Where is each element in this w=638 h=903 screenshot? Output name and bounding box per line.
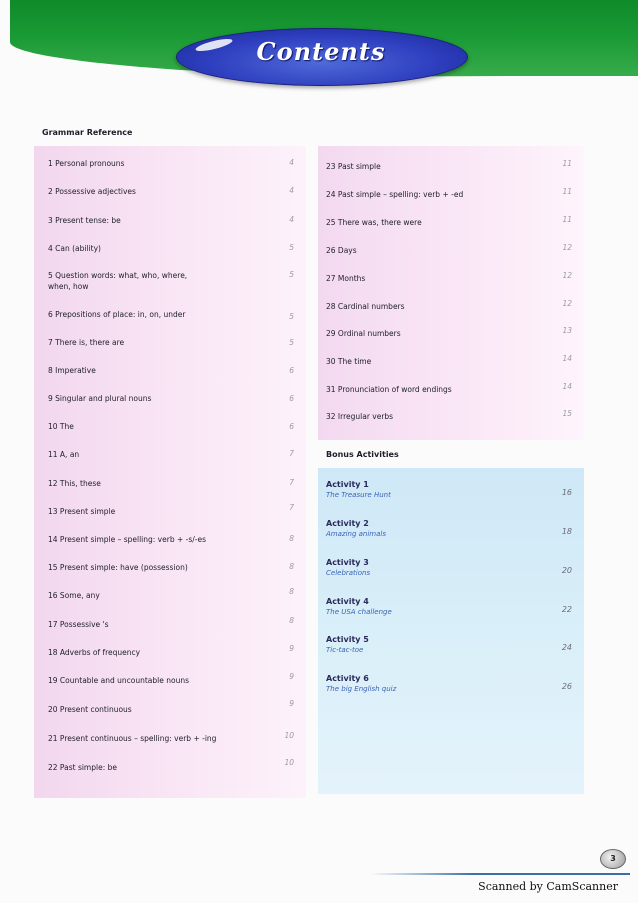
item-page: 12 <box>562 271 572 280</box>
list-item[interactable] <box>318 411 584 435</box>
item-label: 17 Possessive 's <box>48 620 109 629</box>
activity-title: Activity 5 <box>326 635 369 644</box>
list-item[interactable] <box>318 161 584 185</box>
item-label: 16 Some, any <box>48 591 100 600</box>
item-page: 4 <box>289 215 294 224</box>
item-page: 7 <box>289 503 294 512</box>
list-item[interactable] <box>318 356 584 380</box>
footer-divider <box>370 873 630 875</box>
list-item[interactable] <box>34 309 306 333</box>
item-page: 11 <box>562 215 572 224</box>
activity-page: 26 <box>561 682 572 691</box>
activity-title: Activity 2 <box>326 519 369 528</box>
item-page: 6 <box>289 422 294 431</box>
item-page: 6 <box>289 394 294 403</box>
item-page: 8 <box>289 616 294 625</box>
list-item[interactable] <box>34 672 306 699</box>
item-label: 28 Cardinal numbers <box>326 302 405 311</box>
item-label: 27 Months <box>326 274 366 283</box>
activity-title: Activity 1 <box>326 480 369 489</box>
activity-title: Activity 4 <box>326 597 369 606</box>
item-label: 14 Present simple – spelling: verb + -s/-es <box>48 535 207 544</box>
item-label: 5 Question words: what, who, where, when, how <box>48 271 188 291</box>
item-page: 9 <box>289 672 294 681</box>
item-label: 6 Prepositions of place: in, on, under <box>48 310 186 319</box>
activity-page: 22 <box>561 605 572 614</box>
item-label: 26 Days <box>326 246 357 255</box>
activity-page: 24 <box>561 643 572 652</box>
item-label: 18 Adverbs of frequency <box>48 648 141 657</box>
activity-subtitle: Amazing animals <box>326 530 386 538</box>
item-label: 10 The <box>48 422 74 431</box>
activity-item[interactable] <box>318 674 584 710</box>
item-label: 11 A, an <box>48 450 80 459</box>
item-label: 1 Personal pronouns <box>48 159 125 168</box>
item-label: 12 This, these <box>48 479 101 488</box>
list-item[interactable] <box>318 217 584 241</box>
list-item[interactable] <box>34 337 306 361</box>
item-label: 2 Possessive adjectives <box>48 187 136 196</box>
item-label: 25 There was, there were <box>326 218 422 227</box>
list-item[interactable] <box>34 365 306 389</box>
item-page: 5 <box>289 243 294 252</box>
page-number-badge: 3 <box>600 849 626 869</box>
item-page: 13 <box>562 326 572 335</box>
grammar-left-panel <box>34 146 306 798</box>
list-item[interactable] <box>318 384 584 408</box>
list-item[interactable] <box>34 699 306 728</box>
item-label: 21 Present continuous – spelling: verb + -ing <box>48 734 217 743</box>
activity-title: Activity 6 <box>326 674 369 683</box>
list-item[interactable] <box>34 215 306 239</box>
bonus-activities-heading: Bonus Activities <box>326 450 399 459</box>
item-label: 20 Present continuous <box>48 705 132 714</box>
list-item[interactable] <box>34 503 306 530</box>
item-label: 30 The time <box>326 357 372 366</box>
item-label: 15 Present simple: have (possession) <box>48 563 188 572</box>
grammar-reference-heading: Grammar Reference <box>42 128 133 137</box>
item-page: 6 <box>289 366 294 375</box>
item-page: 4 <box>289 186 294 195</box>
activity-page: 20 <box>561 566 572 575</box>
activity-item[interactable] <box>318 558 584 594</box>
item-page: 12 <box>562 243 572 252</box>
list-item[interactable] <box>34 733 306 757</box>
item-page: 5 <box>289 312 294 321</box>
activity-item[interactable] <box>318 480 584 516</box>
item-page: 7 <box>289 449 294 458</box>
list-item[interactable] <box>318 245 584 269</box>
list-item[interactable] <box>34 449 306 473</box>
scanner-watermark: Scanned by CamScanner <box>478 880 618 893</box>
list-item[interactable] <box>318 273 584 297</box>
item-label: 31 Pronunciation of word endings <box>326 385 452 394</box>
item-page: 14 <box>562 382 572 391</box>
item-label: 23 Past simple <box>326 162 381 171</box>
item-page: 8 <box>289 587 294 596</box>
item-page: 8 <box>289 562 294 571</box>
list-item[interactable] <box>34 393 306 417</box>
item-label: 7 There is, there are <box>48 338 125 347</box>
activity-item[interactable] <box>318 635 584 671</box>
item-label: 9 Singular and plural nouns <box>48 394 152 403</box>
item-page: 14 <box>562 354 572 363</box>
list-item[interactable] <box>34 270 306 294</box>
activity-title: Activity 3 <box>326 558 369 567</box>
item-page: 7 <box>289 478 294 487</box>
activity-subtitle: The USA challenge <box>326 608 392 616</box>
item-label: 19 Countable and uncountable nouns <box>48 676 189 685</box>
list-item[interactable] <box>34 616 306 643</box>
item-page: 9 <box>289 699 294 708</box>
list-item[interactable] <box>318 301 584 325</box>
item-label: 24 Past simple – spelling: verb + -ed <box>326 190 464 199</box>
list-item[interactable] <box>34 758 306 786</box>
list-item[interactable] <box>34 186 306 210</box>
list-item[interactable] <box>318 189 584 213</box>
list-item[interactable] <box>34 158 306 182</box>
activity-subtitle: The Treasure Hunt <box>326 491 391 499</box>
item-page: 11 <box>562 159 572 168</box>
item-label: 13 Present simple <box>48 507 116 516</box>
item-label: 3 Present tense: be <box>48 216 121 225</box>
item-page: 10 <box>284 731 294 740</box>
grammar-right-panel <box>318 146 584 440</box>
activity-item[interactable] <box>318 519 584 555</box>
list-item[interactable] <box>318 328 584 352</box>
item-page: 15 <box>562 409 572 418</box>
activity-page: 18 <box>561 527 572 536</box>
item-page: 4 <box>289 158 294 167</box>
item-label: 4 Can (ability) <box>48 244 101 253</box>
item-page: 11 <box>562 187 572 196</box>
list-item[interactable] <box>34 421 306 445</box>
list-item[interactable] <box>34 587 306 614</box>
item-page: 5 <box>289 338 294 347</box>
activity-item[interactable] <box>318 597 584 633</box>
activity-subtitle: Tic-tac-toe <box>326 646 364 654</box>
item-page: 9 <box>289 644 294 653</box>
list-item[interactable] <box>34 534 306 558</box>
activity-page: 16 <box>561 488 572 497</box>
list-item[interactable] <box>34 478 306 502</box>
bonus-activities-panel <box>318 468 584 794</box>
activity-subtitle: Celebrations <box>326 569 371 577</box>
list-item[interactable] <box>34 644 306 671</box>
item-page: 8 <box>289 534 294 543</box>
list-item[interactable] <box>34 243 306 267</box>
item-page: 5 <box>289 270 294 279</box>
item-label: 32 Irregular verbs <box>326 412 394 421</box>
page-title: Contents <box>256 37 386 66</box>
item-page: 10 <box>284 758 294 767</box>
list-item[interactable] <box>34 562 306 586</box>
activity-subtitle: The big English quiz <box>326 685 397 693</box>
item-page: 12 <box>562 299 572 308</box>
item-label: 22 Past simple: be <box>48 763 117 772</box>
item-label: 29 Ordinal numbers <box>326 329 401 338</box>
item-label: 8 Imperative <box>48 366 96 375</box>
